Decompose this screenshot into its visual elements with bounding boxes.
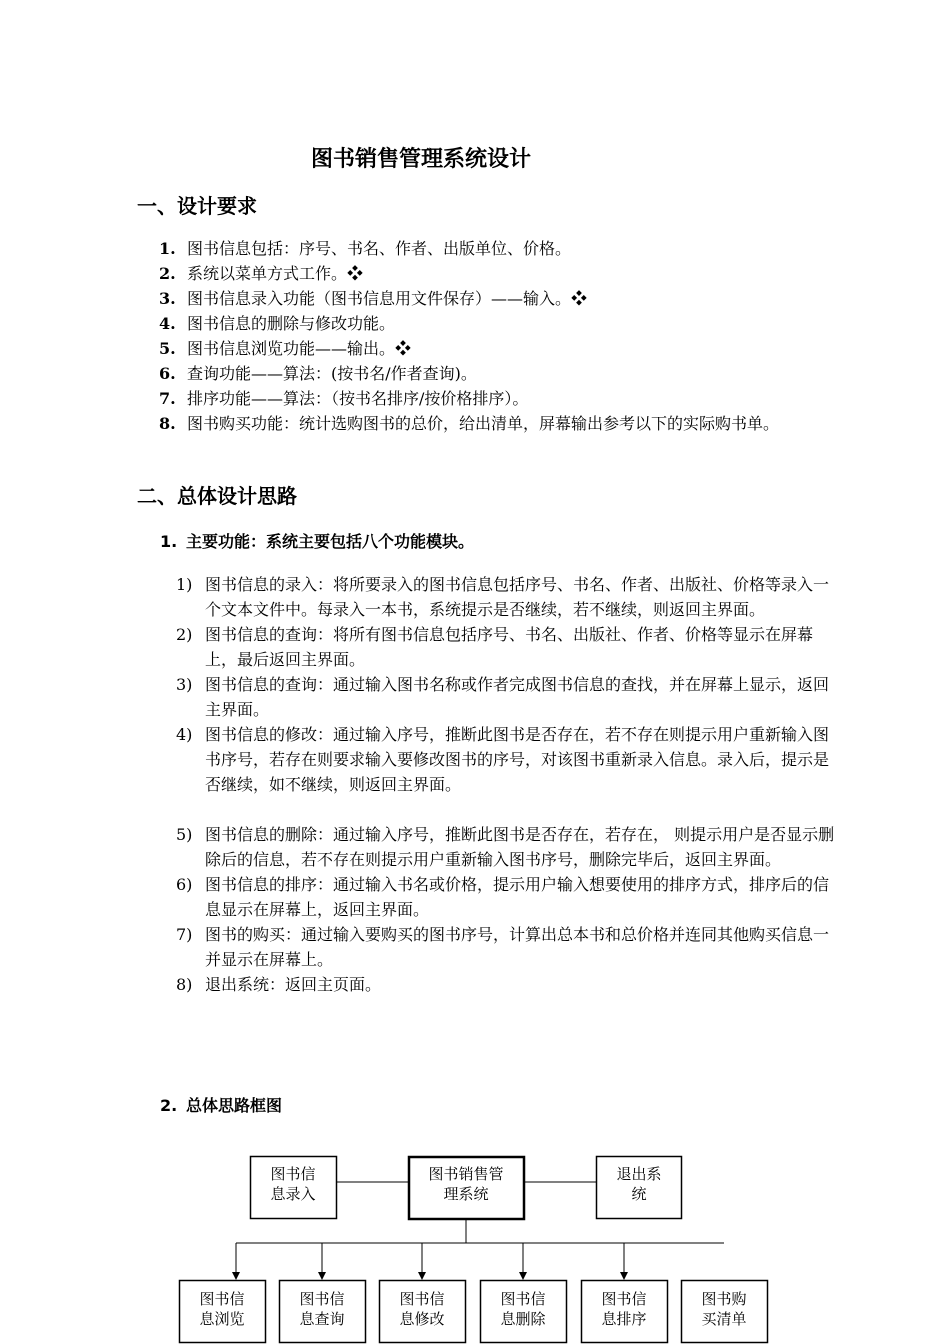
svg-text:图书信: 图书信 <box>500 1290 546 1308</box>
list-item: 1) 图书信息的录入：将所要录入的图书信息包括序号、书名、作者、出版社、价格等录入一个文本文件中。每录入一本书，系统提示是否继续，若不继续，则返回主界面。 <box>176 575 830 619</box>
list-item: 7. 排序功能——算法：（按书名排序/按价格排序）。 <box>159 389 529 408</box>
box-browse <box>180 1281 266 1343</box>
box-input <box>251 1157 337 1219</box>
list-item: 8. 图书购买功能：统计选购图书的总价，给出清单，屏幕输出参考以下的实际购书单。 <box>159 414 780 433</box>
svg-text:图书信: 图书信 <box>399 1290 445 1308</box>
svg-text:买清单: 买清单 <box>701 1310 747 1328</box>
box-main-system <box>409 1157 524 1219</box>
subheading-main-functions: 1. 主要功能：系统主要包括八个功能模块。 <box>160 532 475 551</box>
page-title: 图书销售管理系统设计 <box>310 147 531 172</box>
svg-text:息排序: 息排序 <box>601 1310 647 1328</box>
svg-text:理系统: 理系统 <box>443 1185 489 1203</box>
svg-text:图书销售管: 图书销售管 <box>428 1165 504 1183</box>
svg-text:息修改: 息修改 <box>399 1310 445 1328</box>
list-item: 1. 图书信息包括：序号、书名、作者、出版单位、价格。 <box>159 239 572 258</box>
list-item: 6. 查询功能——算法：(按书名/作者查询)。 <box>159 364 477 383</box>
list-item: 5. 图书信息浏览功能——输出。❖ <box>159 339 412 358</box>
svg-text:息浏览: 息浏览 <box>199 1310 245 1328</box>
svg-text:图书购: 图书购 <box>701 1290 747 1308</box>
list-item: 6) 图书信息的排序：通过输入书名或价格，提示用户输入想要使用的排序方式，排序后的信息显示在屏幕上，返回主界面。 <box>176 875 830 919</box>
list-item: 8) 退出系统：返回主页面。 <box>176 975 382 994</box>
section-heading-design: 二、总体设计思路 <box>137 484 297 508</box>
box-delete <box>481 1281 567 1343</box>
svg-text:统: 统 <box>631 1185 647 1203</box>
svg-text:息查询: 息查询 <box>299 1310 345 1328</box>
list-item: 4. 图书信息的删除与修改功能。 <box>159 314 396 333</box>
svg-text:图书信: 图书信 <box>199 1290 245 1308</box>
list-item: 3. 图书信息录入功能（图书信息用文件保存）——输入。❖ <box>159 289 588 308</box>
box-modify <box>380 1281 466 1343</box>
svg-text:息录入: 息录入 <box>270 1185 316 1203</box>
section-heading-requirements: 一、设计要求 <box>137 194 257 218</box>
svg-text:图书信: 图书信 <box>270 1165 316 1183</box>
list-item: 2. 系统以菜单方式工作。❖ <box>159 264 364 283</box>
svg-text:图书信: 图书信 <box>299 1290 345 1308</box>
box-purchase <box>682 1281 768 1343</box>
list-item: 4) 图书信息的修改：通过输入序号，推断此图书是否存在，若不存在则提示用户重新输入图书序号，若存在则要求输入要修改图书的序号，对该图书重新录入信息。录入后，提示是否继续，如不继续，则返回主界面。 <box>176 725 830 794</box>
box-query <box>280 1281 366 1343</box>
list-item: 7) 图书的购买：通过输入要购买的图书序号，计算出总本书和总价格并连同其他购买信息一并显示在屏幕上。 <box>176 925 830 969</box>
box-exit <box>597 1157 682 1219</box>
svg-text:图书信: 图书信 <box>601 1290 647 1308</box>
svg-text:退出系: 退出系 <box>616 1165 662 1183</box>
list-item: 3) 图书信息的查询：通过输入图书名称或作者完成图书信息的查找，并在屏幕上显示，返回主界面。 <box>176 675 830 719</box>
subheading-framework: 2. 总体思路框图 <box>160 1096 283 1115</box>
box-sort <box>582 1281 668 1343</box>
list-item: 5) 图书信息的删除：通过输入序号，推断此图书是否存在，若存在， 则提示用户是否显示删除后的信息，若不存在则提示用户重新输入图书序号，删除完毕后，返回主界面。 <box>176 825 835 869</box>
list-item: 2) 图书信息的查询：将所有图书信息包括序号、书名、出版社、作者、价格等显示在屏幕上，最后返回主界面。 <box>176 625 814 669</box>
svg-text:息删除: 息删除 <box>500 1310 546 1328</box>
